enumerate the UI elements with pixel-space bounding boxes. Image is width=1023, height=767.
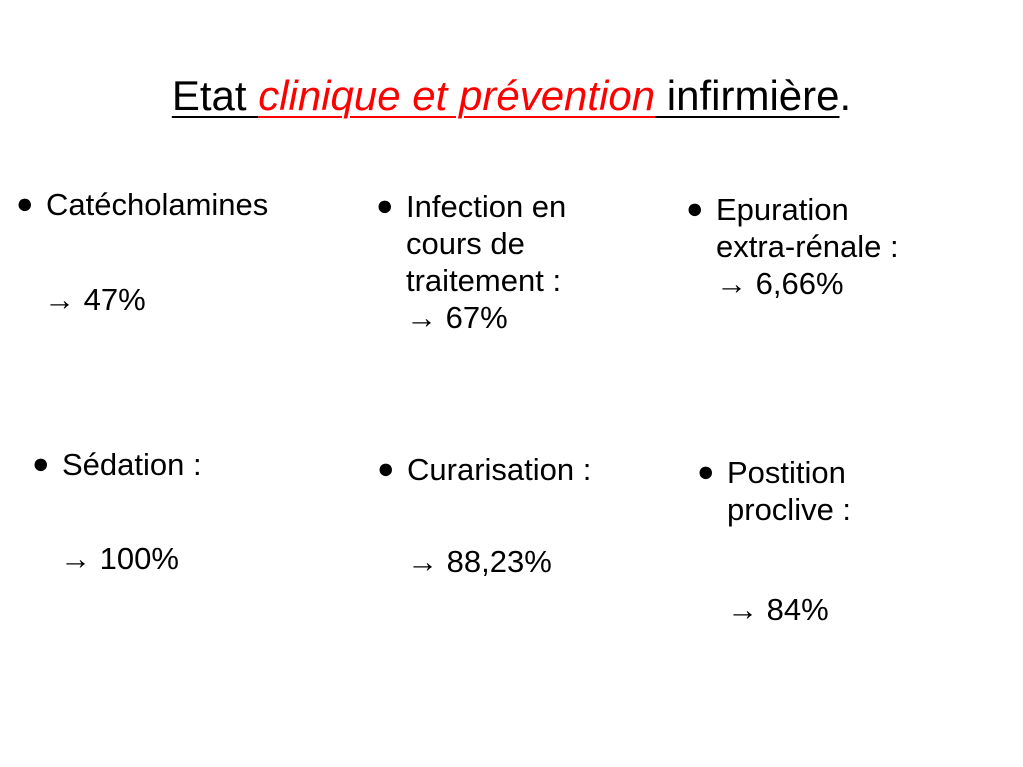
bullet-icon: ● <box>16 188 34 220</box>
item-label <box>407 451 591 488</box>
bullet-icon: ● <box>32 448 50 480</box>
bullet-icon: ● <box>376 190 394 222</box>
item-value: → 47% <box>44 282 146 317</box>
item-label-line: Infection en <box>406 189 567 224</box>
item-label-line: proclive : <box>727 492 852 527</box>
item-value: → 88,23% <box>407 544 552 579</box>
item-label-line: Postition <box>727 455 846 490</box>
bullet-icon: ● <box>697 456 715 488</box>
title-part-etat: Etat <box>171 72 259 119</box>
item-label <box>46 186 268 223</box>
item-value: → 84% <box>727 592 829 627</box>
item-label-line: Sédation : <box>62 447 202 482</box>
item-label-line: Curarisation : <box>407 452 592 487</box>
item-label <box>62 446 202 483</box>
item-value: → 67% <box>406 300 508 335</box>
title-period: . <box>839 72 852 119</box>
item-label-line: traitement : <box>406 263 562 298</box>
title-part-infirmiere: infirmière <box>655 72 840 119</box>
slide-title <box>0 68 1023 124</box>
item-label-line: Epuration <box>716 192 849 227</box>
bullet-icon: ● <box>377 453 395 485</box>
item-label-line: cours de <box>406 226 525 261</box>
item-label <box>406 188 566 336</box>
title-part-accent: clinique et prévention <box>258 72 656 119</box>
item-label <box>727 454 851 528</box>
bullet-icon: ● <box>686 193 704 225</box>
item-value: → 100% <box>60 541 179 576</box>
item-value: → 6,66% <box>716 266 844 301</box>
item-label-line: extra-rénale : <box>716 229 899 264</box>
item-label-line: Catécholamines <box>46 187 269 222</box>
item-label <box>716 191 899 302</box>
